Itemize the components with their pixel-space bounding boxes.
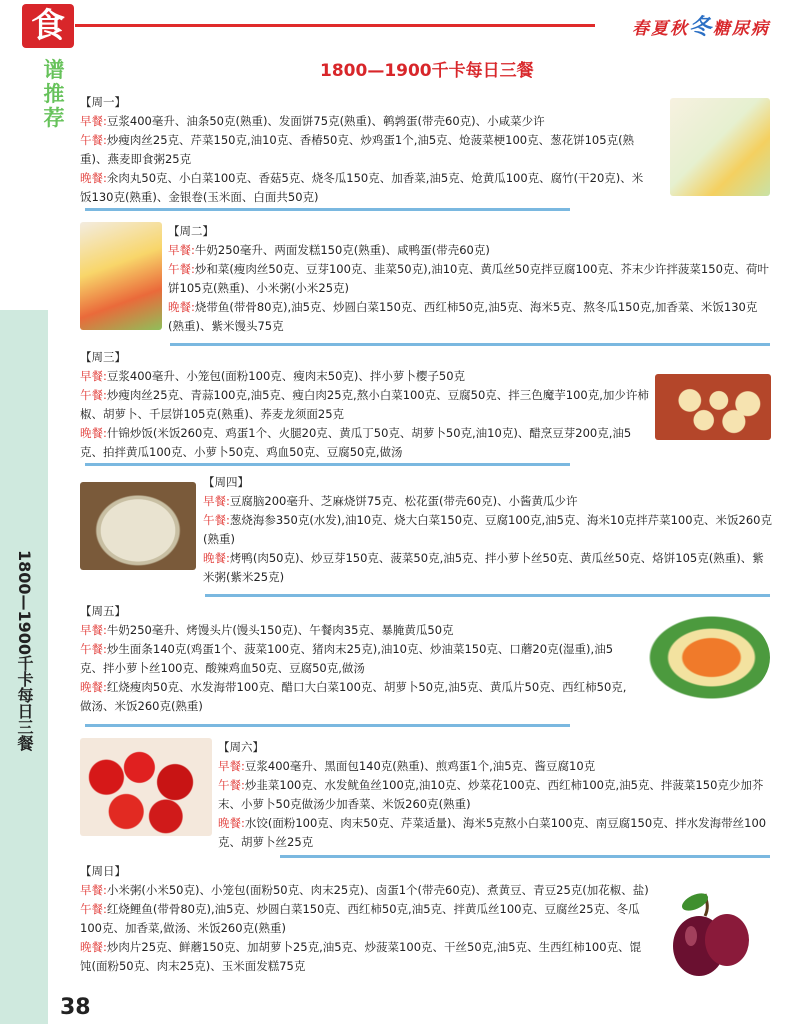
lunch-text: 葱烧海参350克(水发),油10克、烧大白菜150克、豆腐100克,油5克、海米10克拌芹菜100克、米饭260克(熟重) [203,513,772,546]
plum-photo [665,888,757,980]
lunch-label: 午餐: [218,778,245,792]
dinner-label: 晚餐: [80,426,107,440]
divider [170,343,770,346]
food-photo [655,374,771,440]
breakfast-label: 早餐: [80,369,107,383]
dinner-text: 炒肉片25克、鲜蘑150克、加胡萝卜25克,油5克、炒菠菜100克、干丝50克,油5克、生西红柿100克、馄饨(面粉50克、肉末25克)、玉米面发糕75克 [80,940,642,973]
divider [85,208,570,211]
divider [205,594,770,597]
day-monday [80,93,650,207]
day-heading: 【周二】 [168,224,214,238]
side-band-title: 1800—1900千卡每日三餐 [15,550,34,752]
day-heading: 【周日】 [80,864,126,878]
lunch-text: 炒韭菜100克、水发鱿鱼丝100克,油10克、炒菜花100克、西红柿100克,油5克、拌菠菜150克少加芥末、小萝卜50克做汤少加香菜、米饭260克(熟重) [218,778,764,811]
day-sunday [80,862,650,976]
lunch-label: 午餐: [80,642,107,656]
dinner-label: 晚餐: [218,816,245,830]
breakfast-label: 早餐: [80,623,107,637]
day-tuesday [168,222,773,336]
food-photo [670,98,770,196]
breakfast-label: 早餐: [80,114,107,128]
dinner-label: 晚餐: [80,680,107,694]
lunch-text: 红烧鲤鱼(带骨80克),油5克、炒圆白菜150克、西红柿50克,油5克、拌黄瓜丝100克、豆腐丝25克、冬瓜100克、加香菜,做汤、米饭260克(熟重) [80,902,640,935]
food-photo [80,482,196,570]
dinner-text: 什锦炒饭(米饭260克、鸡蛋1个、火腿20克、黄瓜丁50克、胡萝卜50克,油10克)、醋烹豆芽200克,油5克、拍拌黄瓜100克、小萝卜50克、鸡血50克、豆腐50克,做汤 [80,426,632,459]
lunch-text: 炒瘦肉丝25克、青蒜100克,油5克、瘦白肉25克,熬小白菜100克、豆腐50克、拌三色魔芋100克,加少许柿椒、胡萝卜、千层饼105克(熟重)、荞麦龙须面25克 [80,388,649,421]
day-friday [80,602,635,716]
dinner-label: 晚餐: [80,171,107,185]
breakfast-text: 豆浆400毫升、油条50克(熟重)、发面饼75克(熟重)、鹌鹑蛋(带壳60克)、小咸菜少许 [106,114,545,128]
divider [85,724,570,727]
day-heading: 【周五】 [80,604,126,618]
lunch-label: 午餐: [80,902,107,916]
day-heading: 【周六】 [218,740,264,754]
lunch-label: 午餐: [203,513,230,527]
series-title-highlight: 冬 [688,15,713,40]
day-heading: 【周三】 [80,350,126,364]
breakfast-text: 牛奶250毫升、两面发糕150克(熟重)、咸鸭蛋(带壳60克) [194,243,490,257]
page-number: 38 [60,995,91,1020]
dinner-text: 烤鸭(肉50克)、炒豆芽150克、菠菜50克,油5克、拌小萝卜丝50克、黄瓜丝50克、烙饼105克(熟重)、紫米粥(紫米25克) [203,551,764,584]
food-photo [80,738,212,836]
food-photo [80,222,162,330]
breakfast-text: 豆浆400毫升、黑面包140克(熟重)、煎鸡蛋1个,油5克、酱豆腐10克 [244,759,596,773]
divider [85,463,570,466]
lunch-label: 午餐: [168,262,195,276]
breakfast-text: 牛奶250毫升、烤馒头片(馒头150克)、午餐肉35克、暴腌黄瓜50克 [106,623,454,637]
lunch-text: 炒生面条140克(鸡蛋1个、菠菜100克、猪肉末25克),油10克、炒油菜150克、口蘑20克(湿重),油5克、拌小萝卜丝100克、酸辣鸡血50克、豆腐50克,做汤 [80,642,614,675]
breakfast-text: 小米粥(小米50克)、小笼包(面粉50克、肉末25克)、卤蛋1个(带壳60克)、煮黄豆、青豆25克(加花椒、盐) [106,883,649,897]
dinner-text: 氽肉丸50克、小白菜100克、香菇5克、烧冬瓜150克、加香菜,油5克、炝黄瓜100克、腐竹(干20克)、米饭130克(熟重)、金银卷(玉米面、白面共50克) [80,171,644,204]
section-tag: 谱推荐 [43,58,65,130]
lunch-label: 午餐: [80,133,107,147]
dinner-label: 晚餐: [203,551,230,565]
day-heading: 【周四】 [203,475,249,489]
header-rule [75,24,595,27]
breakfast-label: 早餐: [168,243,195,257]
day-heading: 【周一】 [80,95,126,109]
breakfast-label: 早餐: [203,494,230,508]
page-title: 1800—1900千卡每日三餐 [320,61,534,81]
day-thursday [203,473,773,587]
series-title-b: 糖尿病 [713,19,770,39]
breakfast-text: 豆浆400毫升、小笼包(面粉100克、瘦肉末50克)、拌小萝卜樱子50克 [106,369,466,383]
breakfast-text: 豆腐脑200毫升、芝麻烧饼75克、松花蛋(带壳60克)、小酱黄瓜少许 [229,494,578,508]
breakfast-label: 早餐: [218,759,245,773]
food-photo [640,610,770,705]
dinner-text: 红烧瘦肉50克、水发海带100克、醋口大白菜100克、胡萝卜50克,油5克、黄瓜片50克、西红柿50克,做汤、米饭260克(熟重) [80,680,627,713]
side-band [0,310,48,1024]
day-saturday [218,738,773,852]
dinner-text: 水饺(面粉100克、肉末50克、芹菜适量)、海米5克熬小白菜100克、南豆腐150克、拌水发海带丝100克、胡萝卜丝25克 [218,816,767,849]
lunch-text: 炒瘦肉丝25克、芹菜150克,油10克、香椿50克、炒鸡蛋1个,油5克、炝菠菜梗100克、葱花饼105克(熟重)、燕麦即食粥25克 [80,133,635,166]
series-title [632,10,770,41]
lunch-label: 午餐: [80,388,107,402]
dinner-label: 晚餐: [168,300,195,314]
logo-badge: 食 [22,4,74,48]
divider [280,855,770,858]
breakfast-label: 早餐: [80,883,107,897]
day-wednesday [80,348,650,462]
lunch-text: 炒和菜(瘦肉丝50克、豆芽100克、韭菜50克),油10克、黄瓜丝50克拌豆腐100克、芥末少许拌菠菜150克、荷叶饼105克(熟重)、小米粥(小米25克) [168,262,769,295]
series-title-a: 春夏秋 [631,19,689,39]
dinner-label: 晚餐: [80,940,107,954]
dinner-text: 烧带鱼(带骨80克),油5克、炒圆白菜150克、西红柿50克,油5克、海米5克、熬冬瓜150克,加香菜、米饭130克(熟重)、紫米馒头75克 [168,300,758,333]
